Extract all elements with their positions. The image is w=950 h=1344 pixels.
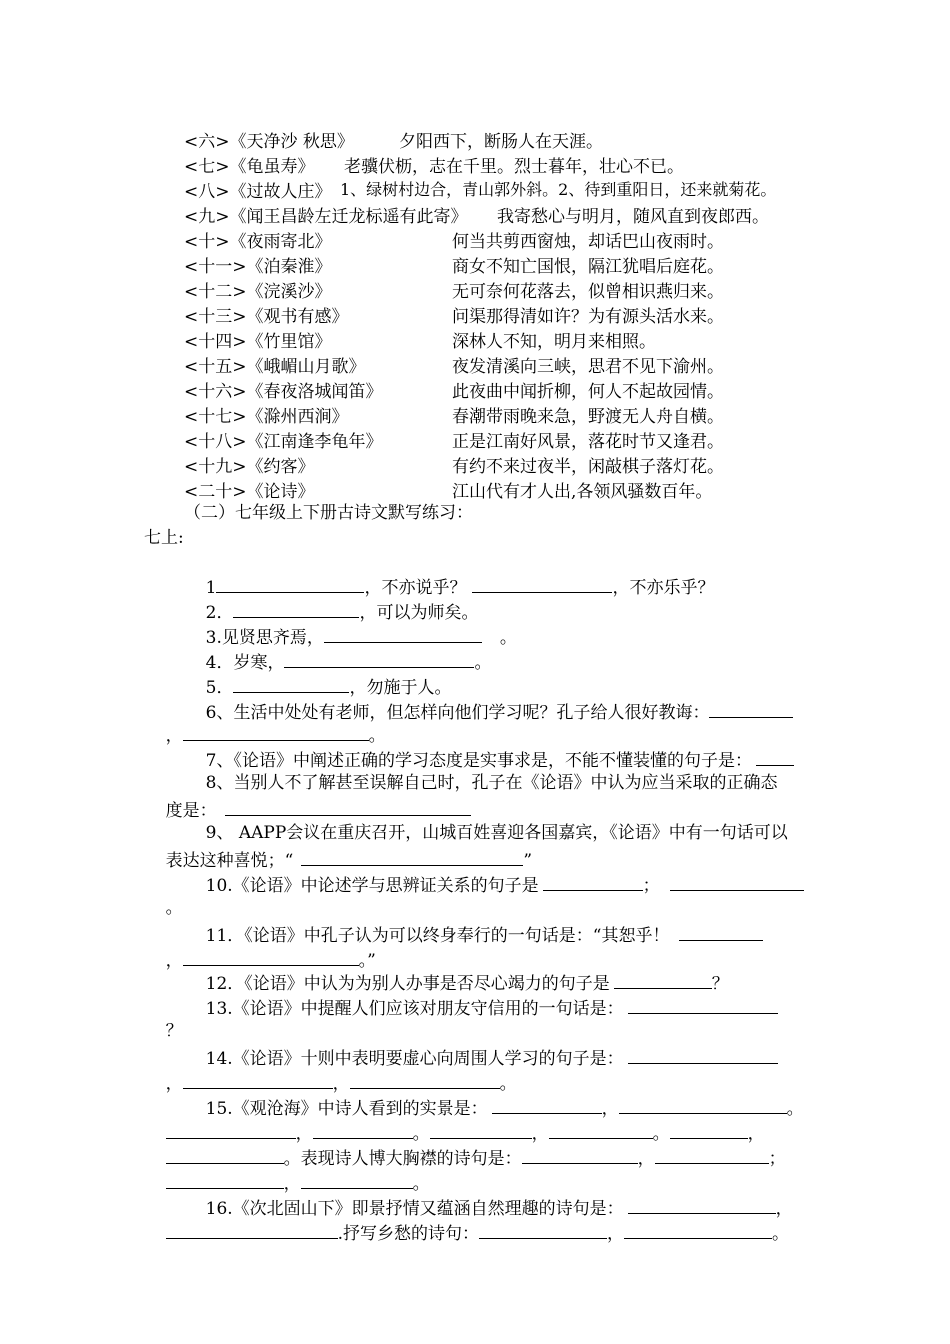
poem-verse: 正是江南好风景，落花时节又逢君。 (452, 432, 724, 452)
exercise-10: 10.《论语》中论述学与思辨证关系的句子是 ； (184, 850, 804, 874)
answer-blank[interactable] (472, 574, 612, 593)
answer-blank[interactable] (522, 1145, 638, 1164)
exercise-11: 11．《论语》中孔子认为可以终身奉行的一句话是：“其恕乎！ (184, 900, 763, 924)
exercise-16: 16.《次北固山下》即景抒情又蕴涵自然理趣的诗句是： ， (184, 1173, 793, 1197)
exercise-10-cont: 。 (165, 898, 183, 918)
exercise-2: 2． ，可以为师矣。 (184, 577, 478, 601)
poem-title: <十>《夜雨寄北》 (184, 232, 332, 252)
exercise-13: 13.《论语》中提醒人们应该对朋友守信用的一句话是： (184, 973, 778, 997)
poem-title: <十六>《春夜洛城闻笛》 (184, 382, 383, 402)
answer-blank[interactable] (624, 1220, 772, 1239)
exercise-8: 8、当别人不了解甚至误解自己时，孔子在《论语》中认为应当采取的正确态 (205, 773, 778, 793)
poem-title: <十二>《浣溪沙》 (184, 282, 332, 302)
answer-blank[interactable] (166, 1220, 338, 1239)
exercise-12: 12．《论语》中认为为别人办事是否尽心竭力的句子是 ？ (184, 948, 729, 972)
exercise-16-cont: .抒写乡愁的诗句： ， 。 (144, 1198, 789, 1222)
poem-verse: 夕阳西下，断肠人在天涯。 (399, 132, 603, 152)
exercise-11-cont: ， 。” (144, 925, 376, 949)
poem-verse: 此夜曲中闻折柳，何人不起故园情。 (452, 382, 724, 402)
exercise-15: 15.《观沧海》中诗人看到的实景是： ， 。 (184, 1073, 804, 1097)
poem-verse: 春潮带雨晚来急，野渡无人舟自横。 (452, 407, 724, 427)
poem-verse: 无可奈何花落去，似曾相识燕归来。 (452, 282, 724, 302)
exercise-14-cont: ， ， 。 (144, 1048, 517, 1072)
answer-blank[interactable] (479, 1220, 607, 1239)
poem-verse: 有约不来过夜半，闲敲棋子落灯花。 (452, 457, 724, 477)
poem-title: <十九>《约客》 (184, 457, 315, 477)
poem-title: <八>《过故人庄》 (184, 182, 332, 202)
exercise-6: 6、生活中处处有老师，但怎样向他们学习呢？孔子给人很好教诲： (184, 677, 793, 701)
exercise-9: 9、 AAPP会议在重庆召开，山城百姓喜迎各国嘉宾，《论语》中有一句话可以 (205, 823, 788, 843)
section-heading: （二）七年级上下册古诗文默写练习： (184, 503, 473, 523)
exercise-14: 14.《论语》十则中表明要虚心向周围人学习的句子是： (184, 1023, 778, 1047)
exercise-15-cont3: ， 。 (144, 1148, 430, 1172)
answer-blank[interactable] (679, 922, 763, 941)
poem-verse: 问渠那得清如许？为有源头活水来。 (452, 307, 724, 327)
poem-verse: 我寄愁心与明月，随风直到夜郎西。 (497, 207, 769, 227)
exercise-15-cont2: 。表现诗人博大胸襟的诗句是： ， ； (144, 1123, 786, 1147)
exercise-15-cont: ， 。 ， 。 ， (144, 1098, 765, 1122)
poem-verse: 老骥伏枥，志在千里。烈士暮年，壮心不已。 (344, 157, 684, 177)
poem-verse: 商女不知亡国恨，隔江犹唱后庭花。 (452, 257, 724, 277)
poem-title: <七>《龟虽寿》 (184, 157, 315, 177)
exercise-9-cont: 表达这种喜悦；“ ” (144, 825, 532, 849)
answer-blank[interactable] (628, 995, 778, 1014)
exercise-5: 5． ，勿施于人。 (184, 652, 451, 676)
exercise-7: 7、《论语》中阐述正确的学习态度是实事求是，不能不懂装懂的句子是： (184, 725, 794, 749)
poem-title: <六>《天净沙 秋思》 (184, 132, 354, 152)
exercise-3: 3.见贤思齐焉， 。 (184, 602, 517, 626)
exercise-4: 4．岁寒， 。 (184, 627, 491, 651)
poem-title: <十八>《江南逢李龟年》 (184, 432, 383, 452)
poem-title: <十四>《竹里馆》 (184, 332, 332, 352)
answer-blank[interactable] (670, 872, 804, 891)
poem-verse: 何当共剪西窗烛，却话巴山夜雨时。 (452, 232, 724, 252)
exercise-6-cont: ， 。 (144, 700, 386, 724)
answer-blank[interactable] (655, 1145, 769, 1164)
poem-title: <十一>《泊秦淮》 (184, 257, 332, 277)
exercise-8-cont: 度是： (144, 775, 471, 799)
answer-blank[interactable] (628, 1045, 778, 1064)
poem-title: <十七>《滁州西涧》 (184, 407, 349, 427)
poem-title: <九>《闻王昌龄左迁龙标遥有此寄》 (184, 207, 468, 227)
exercise-13-cont: ？ (165, 1021, 183, 1041)
grade-label: 七上: (144, 528, 184, 548)
poem-verse: 江山代有才人出,各领风骚数百年。 (452, 482, 713, 502)
poem-title: <十五>《峨嵋山月歌》 (184, 357, 366, 377)
poem-verse: 深林人不知，明月来相照。 (452, 332, 656, 352)
answer-blank[interactable] (543, 872, 643, 891)
answer-blank[interactable] (709, 699, 793, 718)
poem-title: <二十>《论诗》 (184, 482, 315, 502)
poem-verse: 夜发清溪向三峡，思君不见下渝州。 (452, 357, 724, 377)
poem-verse: 1、绿树村边合，青山郭外斜。2、待到重阳日，还来就菊花。 (340, 180, 777, 199)
poem-title: <十三>《观书有感》 (184, 307, 349, 327)
exercise-1: 1 ，不亦说乎？ ，不亦乐乎？ (184, 552, 714, 576)
